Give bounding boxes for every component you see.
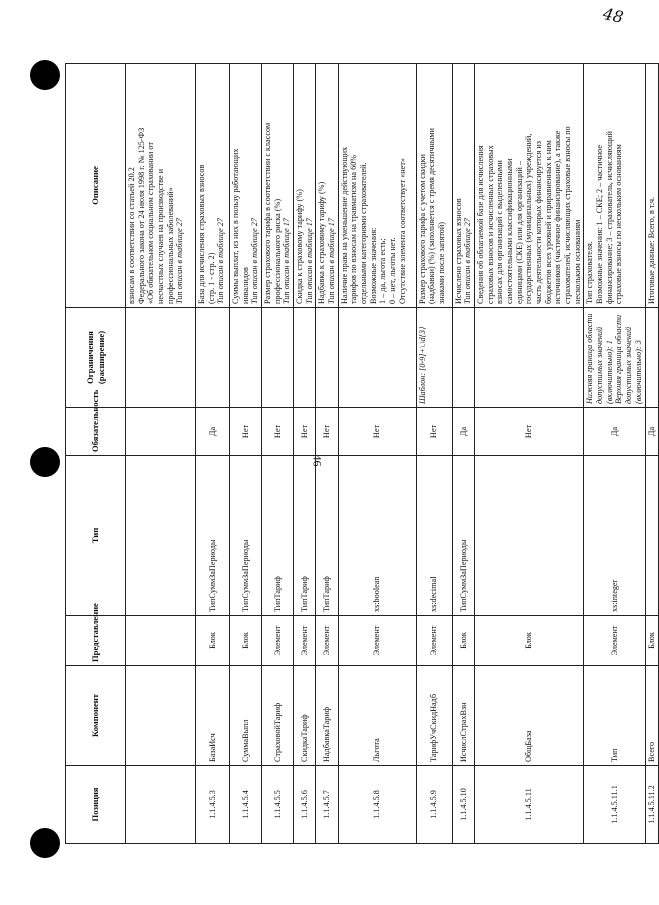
table-row [316,64,338,844]
cell-description [584,64,646,308]
description-line: страхователей, исчисляющих страховые взносы по [563,126,573,304]
cell-component: Всего [646,666,659,766]
cell-component: СтраховойТариф [262,666,294,766]
table-row [230,64,262,844]
rotated-table-container [65,64,657,844]
description-line: Возможные значения: [368,227,378,304]
cell-representation: Блок [196,616,230,666]
cell-representation: Блок [475,616,584,666]
cell-type [646,456,659,616]
description-line: взносах для организаций с выделенными [495,160,505,304]
cell-component: ИсчислСтрахВзн [452,666,474,766]
type-reference-note: Тип описан в таблице 17 [304,218,314,304]
header-type: Тип [66,456,126,616]
description-line: взносам в соответствии со статьей 20.2 [127,167,136,304]
header-representation: Представление [66,616,126,666]
description-line: Федерального закона от 24 июля 1998 г. № 125-ФЗ [136,127,146,304]
cell-mandatory: Нет [338,408,416,456]
table-row [262,64,294,844]
cell-component: БазаИсч [196,666,230,766]
cell-description [316,64,338,308]
table-row [126,64,196,844]
cell-position: 1.1.4.5.4 [230,766,262,844]
type-reference-note: Тип описан в таблице 27 [175,218,185,304]
cell-representation: Элемент [294,616,316,666]
cell-restrictions [316,308,338,408]
description-line: Скидка к страховому тарифу (%) [295,189,305,304]
type-reference-note: Тип описан в таблице 27 [463,218,473,304]
cell-type [475,456,584,616]
description-line: Наличие права на уменьшение действующих [339,146,349,304]
cell-type: ТипТариф [294,456,316,616]
cell-restrictions [452,308,474,408]
header-restrictions: Ограничения (расширение) [66,308,126,408]
description-line: несчастных случаев на производстве и [156,169,166,304]
description-line: 0 – нет, льготы нет. [388,237,398,304]
description-line: финансирование; 3 – страхователь, исчисляющий [604,131,614,304]
description-line: самостоятельными классификационными [505,158,515,304]
cell-representation: Блок [230,616,262,666]
cell-representation: Элемент [262,616,294,666]
cell-description [452,64,474,308]
cell-mandatory: Нет [475,408,584,456]
cell-restrictions [230,308,262,408]
description-line: страховых взносов и исчисленных страховых [485,145,495,304]
handwritten-page-number: 48 [601,4,626,27]
table-row [196,64,230,844]
cell-type: ТипСуммЗаПериоды [452,456,474,616]
cell-position: 1.1.4.5.9 [416,766,452,844]
cell-component: Льгота [338,666,416,766]
cell-mandatory: Нет [316,408,338,456]
cell-description [196,64,230,308]
punch-hole-middle [30,447,60,477]
cell-position: 1.1.4.5.11 [475,766,584,844]
description-line: Суммы выплат, из них в пользу работающих [231,148,240,304]
description-line: Возможные значения: 1 – СКЕ; 2 – частичное [595,145,605,304]
cell-description [646,64,659,308]
cell-component [126,666,196,766]
cell-description [475,64,584,308]
table-row [452,64,474,844]
description-line: Размер страхового тарифа с учетом скидки [417,154,427,304]
cell-restrictions [196,308,230,408]
description-line: источников (частичное финансирование), а также [553,130,563,304]
description-line: Тип страхователя. [585,241,595,304]
description-line: отдельными категориями страхователей. [359,162,369,304]
cell-representation: Элемент [316,616,338,666]
description-line: Исчислено страховых взносов [453,198,463,304]
description-line: единицами (СКЕ) или для организаций – [514,161,524,304]
cell-mandatory: Да [646,408,659,456]
cell-description [262,64,294,308]
page-number: 46 [310,454,325,467]
cell-type: xs:boolean [338,456,416,616]
cell-representation: Элемент [584,616,646,666]
cell-mandatory: Нет [416,408,452,456]
table-row [294,64,316,844]
cell-mandatory: Нет [262,408,294,456]
cell-component: ОбщБаза [475,666,584,766]
cell-type [126,456,196,616]
description-line: нескольким основаниям [572,219,582,304]
description-line: бюджетов всех уровней и приравненных к ним [543,140,553,304]
specification-table [65,63,659,844]
description-line: государственных (муниципальных) учреждений, [524,133,534,304]
table-row [584,64,646,844]
cell-type: ТипТариф [262,456,294,616]
type-reference-note: Тип описан в таблице 17 [282,218,292,304]
cell-component: СкидкаТариф [294,666,316,766]
header-position: Позиция [66,766,126,844]
description-line: Сведения об облагаемой базе для исчисления [476,145,486,304]
cell-restrictions [338,308,416,408]
table-row [416,64,452,844]
cell-mandatory: Нет [294,408,316,456]
cell-restrictions [646,308,659,408]
cell-restrictions: Нижняя граница области допустимых значений (включительно): 1 Верхняя граница области допустимых значений (включительно): 3 [584,308,646,408]
cell-mandatory: Да [452,408,474,456]
cell-position: 1.1.4.5.11.2 [646,766,659,844]
description-line: страховые взносы по нескольким основаниям [614,144,624,304]
description-line: (надбавки) (%) (заполняется с тремя десятичными [427,128,437,304]
cell-description [230,64,262,308]
type-reference-note: Тип описан в таблице 17 [327,218,337,304]
table-row [646,64,659,844]
cell-position: 1.1.4.5.11.1 [584,766,646,844]
description-line: 1 – да, льгота есть; [378,238,388,304]
table-header-row [66,64,126,844]
cell-position: 1.1.4.5.7 [316,766,338,844]
cell-representation: Элемент [338,616,416,666]
header-description: Описание [66,64,126,308]
cell-component: НадбавкаТариф [316,666,338,766]
punch-hole-top [30,60,60,90]
type-reference-note: Тип описан в таблице 27 [250,218,260,304]
cell-mandatory [126,408,196,456]
description-line: Размер страхового тарифа в соответствии с классом [263,122,273,304]
table-row [338,64,416,844]
cell-type: ТипТариф [316,456,338,616]
cell-type: xs:integer [584,456,646,616]
punch-hole-bottom [30,828,60,858]
cell-position [126,766,196,844]
description-line: инвалидов [240,267,250,304]
cell-restrictions [294,308,316,408]
description-line: тарифов по взносам на травматизм на 60% [349,154,359,304]
cell-mandatory: Да [196,408,230,456]
cell-mandatory: Да [584,408,646,456]
cell-position: 1.1.4.5.5 [262,766,294,844]
cell-component: Тип [584,666,646,766]
cell-component: СуммаВыпл [230,666,262,766]
cell-position: 1.1.4.5.6 [294,766,316,844]
description-line: Надбавка к страховому тарифу (%) [317,181,327,304]
cell-description [294,64,316,308]
description-line: знаками после запятой) [437,221,447,304]
description-line: профессионального риска (%) [272,198,282,304]
cell-description [126,64,196,308]
description-line: «Об обязательном социальном страховании от [146,142,156,304]
cell-mandatory: Нет [230,408,262,456]
cell-description [416,64,452,308]
description-line: часть деятельности которых финансируется из [534,141,544,304]
cell-representation: Блок [452,616,474,666]
cell-restrictions [475,308,584,408]
cell-representation [126,616,196,666]
cell-description [338,64,416,308]
description-line: База для исчисления страховых взносов [197,164,206,304]
cell-restrictions: Шаблон: [0-9]+\.\d{3} [416,308,452,408]
cell-position: 1.1.4.5.10 [452,766,474,844]
cell-type: ТипСуммЗаПериоды [196,456,230,616]
cell-type: ТипСуммЗаПериоды [230,456,262,616]
cell-restrictions [262,308,294,408]
cell-restrictions [126,308,196,408]
header-component: Компонент [66,666,126,766]
cell-position: 1.1.4.5.3 [196,766,230,844]
description-line: Отсутствие элемента соответствует «нет» [397,158,407,304]
header-mandatory: Обязательность [66,408,126,456]
description-line: Итоговые данные: Всего, в т.ч. [647,196,657,304]
cell-type: xs:decimal [416,456,452,616]
cell-component: ТарифУчСкидНадб [416,666,452,766]
type-reference-note: Тип описан в таблице 27 [216,218,226,304]
description-line: профессиональных заболеваний» [165,187,175,304]
cell-representation: Блок [646,616,659,666]
cell-position: 1.1.4.5.8 [338,766,416,844]
cell-representation: Элемент [416,616,452,666]
description-line: (стр. 1 - стр. 2) [206,252,216,304]
table-row [475,64,584,844]
